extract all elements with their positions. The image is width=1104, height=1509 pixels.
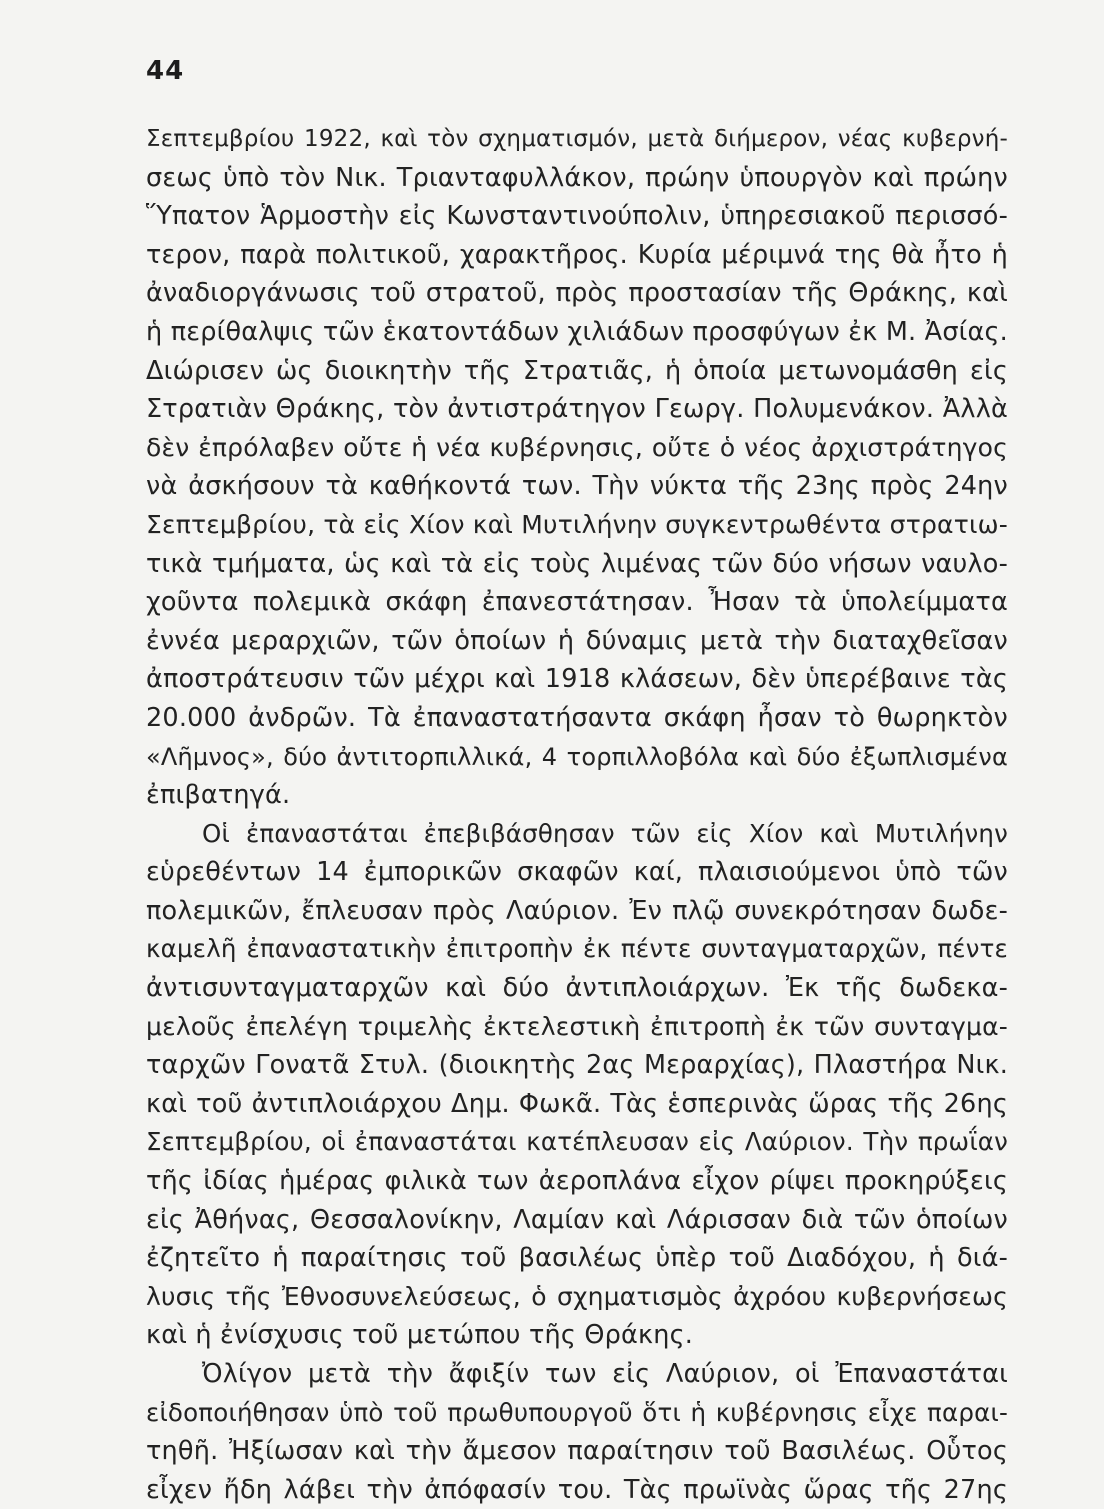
- text-line: Ὀλίγον μετὰ τὴν ἄφιξίν των εἰς Λαύριον, οἱ Ἐπαναστάται: [202, 1359, 1008, 1389]
- text-line: τηθῆ. Ἠξίωσαν καὶ τὴν ἄμεσον παραίτησιν τοῦ Βασιλέως. Οὗτος: [146, 1436, 1008, 1467]
- text-line: ἐζητεῖτο ἡ παραίτησις τοῦ βασιλέως ὑπὲρ τοῦ Διαδόχου, ἡ διά-: [146, 1243, 1008, 1274]
- text-line: τερον, παρὰ πολιτικοῦ, χαρακτῆρος. Κυρία μέριμνά της θὰ ἦτο ἡ: [146, 239, 1008, 270]
- body-text: [146, 120, 1008, 1509]
- text-line: τικὰ τμήματα, ὡς καὶ τὰ εἰς τοὺς λιμένας τῶν δύο νήσων ναυλο-: [146, 548, 1008, 579]
- text-line: ἀποστράτευσιν τῶν μέχρι καὶ 1918 κλάσεων, δὲν ὑπερέβαινε τὰς: [146, 664, 1008, 695]
- text-line: εἰδοποιήθησαν ὑπὸ τοῦ πρωθυπουργοῦ ὅτι ἡ κυβέρνησις εἶχε παραι-: [146, 1397, 1008, 1427]
- text-line: μελοῦς ἐπελέγη τριμελὴς ἐκτελεστικὴ ἐπιτροπὴ ἐκ τῶν συνταγμα-: [146, 1011, 1008, 1041]
- text-line: καὶ τοῦ ἀντιπλοιάρχου Δημ. Φωκᾶ. Τὰς ἑσπερινὰς ὥρας τῆς 26ης: [146, 1088, 1008, 1119]
- text-line: ἀναδιοργάνωσις τοῦ στρατοῦ, πρὸς προστασίαν τῆς Θράκης, καὶ: [146, 278, 1008, 309]
- text-line: Σεπτεμβρίου 1922, καὶ τὸν σχηματισμόν, μετὰ διήμερον, νέας κυβερνή-: [146, 126, 1008, 152]
- text-line: Ὕπατον Ἁρμοστὴν εἰς Κωνσταντινούπολιν, ὑπηρεσιακοῦ περισσό-: [146, 201, 1008, 232]
- text-line: ἀντισυνταγματαρχῶν καὶ δύο ἀντιπλοιάρχων. Ἐκ τῆς δωδεκα-: [146, 973, 1008, 1004]
- text-line: Σεπτεμβρίου, οἱ ἐπαναστάται κατέπλευσαν εἰς Λαύριον. Τὴν πρωΐαν: [146, 1127, 1008, 1157]
- text-line: Οἱ ἐπαναστάται ἐπεβιβάσθησαν τῶν εἰς Χίον καὶ Μυτιλήνην: [202, 818, 1008, 848]
- text-line: Στρατιὰν Θράκης, τὸν ἀντιστράτηγον Γεωργ. Πολυμενάκον. Ἀλλὰ: [146, 394, 1008, 425]
- text-line: εἶχεν ἤδη λάβει τὴν ἀπόφασίν του. Τὰς πρωϊνὰς ὥρας τῆς 27ης: [146, 1474, 1008, 1505]
- text-line: ἡ περίθαλψις τῶν ἑκατοντάδων χιλιάδων προσφύγων ἐκ Μ. Ἀσίας.: [146, 316, 1008, 347]
- text-line: εὑρεθέντων 14 ἐμπορικῶν σκαφῶν καί, πλαισιούμενοι ὑπὸ τῶν: [146, 857, 1008, 888]
- text-line: 20.000 ἀνδρῶν. Τὰ ἐπαναστατήσαντα σκάφη ἦσαν τὸ θωρηκτὸν: [146, 702, 1008, 733]
- text-line: σεως ὑπὸ τὸν Νικ. Τριανταφυλλάκον, πρώην ὑπουργὸν καὶ πρώην: [146, 162, 1008, 193]
- text-line: εἰς Ἀθήνας, Θεσσαλονίκην, Λαμίαν καὶ Λάρισσαν διὰ τῶν ὁποίων: [146, 1204, 1008, 1235]
- text-line: καὶ ἡ ἐνίσχυσις τοῦ μετώπου τῆς Θράκης.: [146, 1320, 694, 1351]
- text-line: ἐννέα μεραρχιῶν, τῶν ὁποίων ἡ δύναμις μετὰ τὴν διαταχθεῖσαν: [146, 625, 1008, 656]
- text-line: λυσις τῆς Ἐθνοσυνελεύσεως, ὁ σχηματισμὸς ἀχρόου κυβερνήσεως: [146, 1281, 1008, 1311]
- text-line: καμελῆ ἐπαναστατικὴν ἐπιτροπὴν ἐκ πέντε συνταγματαρχῶν, πέντε: [146, 934, 1008, 964]
- text-line: ἐπιβατηγά.: [146, 780, 291, 811]
- page-number: 44: [146, 56, 185, 86]
- text-line: νὰ ἀσκήσουν τὰ καθήκοντά των. Τὴν νύκτα τῆς 23ης πρὸς 24ην: [146, 471, 1008, 502]
- text-line: ταρχῶν Γονατᾶ Στυλ. (διοικητὴς 2ας Μεραρχίας), Πλαστήρα Νικ.: [146, 1050, 1008, 1081]
- text-line: Διώρισεν ὡς διοικητὴν τῆς Στρατιᾶς, ἡ ὁποία μετωνομάσθη εἰς: [146, 355, 1008, 386]
- text-line: Σεπτεμβρίου, τὰ εἰς Χίον καὶ Μυτιλήνην συγκεντρωθέντα στρατιω-: [146, 509, 1008, 539]
- text-line: τῆς ἰδίας ἡμέρας φιλικὰ των ἀεροπλάνα εἶχον ρίψει προκηρύξεις: [146, 1166, 1008, 1197]
- text-line: δὲν ἐπρόλαβεν οὔτε ἡ νέα κυβέρνησις, οὔτε ὁ νέος ἀρχιστράτηγος: [146, 432, 1008, 462]
- text-line: πολεμικῶν, ἔπλευσαν πρὸς Λαύριον. Ἐν πλῷ συνεκρότησαν δωδε-: [146, 895, 1008, 926]
- text-line: «Λῆμνος», δύο ἀντιτορπιλλικά, 4 τορπιλλοβόλα καὶ δύο ἐξωπλισμένα: [146, 742, 1008, 771]
- text-line: χοῦντα πολεμικὰ σκάφη ἐπανεστάτησαν. Ἦσαν τὰ ὑπολείμματα: [146, 587, 1008, 618]
